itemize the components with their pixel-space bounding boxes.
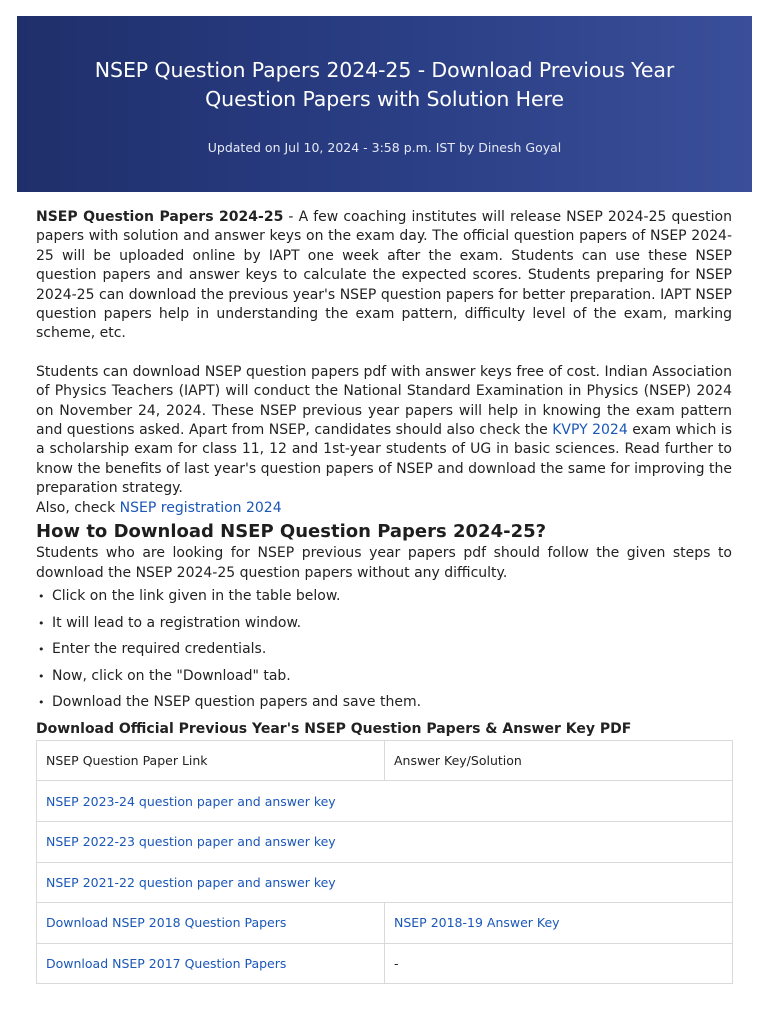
article-header <box>17 16 752 192</box>
table-cell <box>37 822 733 863</box>
steps-list <box>36 587 732 720</box>
paper-link-2022-23[interactable]: NSEP 2022-23 question paper and answer key <box>46 834 336 850</box>
table-row <box>37 862 733 903</box>
details-text-1: Students can download NSEP question papers pdf with answer keys free of cost. Indian Association of Physics Teachers (IAPT) will conduct the National Standard Examination in Physics (NSEP) 2024 on November 24, 2024. These NSEP previous year papers will help in knowing the exam pattern and questions asked. Apart from NSEP, candidates should also check the <box>36 363 732 439</box>
paper-link-2018[interactable]: Download NSEP 2018 Question Papers <box>46 915 287 931</box>
kvpy-link[interactable]: KVPY 2024 <box>552 422 628 439</box>
table-header-row <box>37 740 733 781</box>
nsep-registration-link[interactable]: NSEP registration 2024 <box>119 499 282 516</box>
answer-key-link-2018-19[interactable]: NSEP 2018-19 Answer Key <box>394 915 560 931</box>
table-cell <box>37 862 733 903</box>
page-title: NSEP Question Papers 2024-25 - Download Previous Year Question Papers with Solution Here <box>94 58 675 111</box>
table-row <box>37 943 733 984</box>
updated-byline: Updated on Jul 10, 2024 - 3:58 p.m. IST by Dinesh Goyal <box>207 140 562 155</box>
list-item: • Now, click on the "Download" tab. <box>36 667 732 694</box>
list-item: • Enter the required credentials. <box>36 640 732 667</box>
list-item: • It will lead to a registration window. <box>36 614 732 641</box>
paper-link-2017[interactable]: Download NSEP 2017 Question Papers <box>46 955 287 971</box>
question-papers-table <box>36 740 733 985</box>
table-heading: Download Official Previous Year's NSEP Question Papers & Answer Key PDF <box>36 720 632 737</box>
table-cell <box>37 903 385 944</box>
intro-paragraph <box>36 208 732 344</box>
intro-text: - A few coaching institutes will release NSEP 2024-25 question papers with solution and answer keys on the exam day. The official question papers of NSEP 2024-25 will be uploaded online by IAPT one week after the exam. Students can use these NSEP question papers and answer keys to calculate the expected scores. Students preparing for NSEP 2024-25 can download the previous year's NSEP question papers for better preparation. IAPT NSEP question papers help in understanding the exam pattern, difficulty level of the exam, marking scheme, etc. <box>36 209 732 342</box>
also-check-line <box>36 499 732 518</box>
table-cell <box>385 903 733 944</box>
howto-intro: Students who are looking for NSEP previous year papers pdf should follow the given steps to download the NSEP 2024-25 question papers without any difficulty. <box>36 545 732 581</box>
column-header-answer-key: Answer Key/Solution <box>385 740 733 781</box>
details-paragraph <box>36 363 732 499</box>
intro-lead: NSEP Question Papers 2024-25 <box>36 209 284 225</box>
table-cell <box>37 943 385 984</box>
article-body <box>36 208 732 984</box>
also-check-prefix: Also, check <box>36 499 120 516</box>
table-cell <box>37 781 733 822</box>
table-row <box>37 903 733 944</box>
list-item: • Click on the link given in the table below. <box>36 587 732 614</box>
howto-heading: How to Download NSEP Question Papers 2024-25? <box>36 521 547 543</box>
table-row <box>37 822 733 863</box>
list-item: • Download the NSEP question papers and save them. <box>36 693 732 720</box>
details-text-2: exam which is a scholarship exam for class 11, 12 and 1st-year students of UG in basic sciences. Read further to know the benefits of last year's question papers of NSEP and download the same for improving the preparation strategy. <box>36 422 732 497</box>
paper-link-2023-24[interactable]: NSEP 2023-24 question paper and answer key <box>46 793 336 809</box>
column-header-paper-link: NSEP Question Paper Link <box>37 740 385 781</box>
answer-key-empty-cell: - <box>385 943 733 984</box>
paper-link-2021-22[interactable]: NSEP 2021-22 question paper and answer key <box>46 874 336 890</box>
table-row <box>37 781 733 822</box>
